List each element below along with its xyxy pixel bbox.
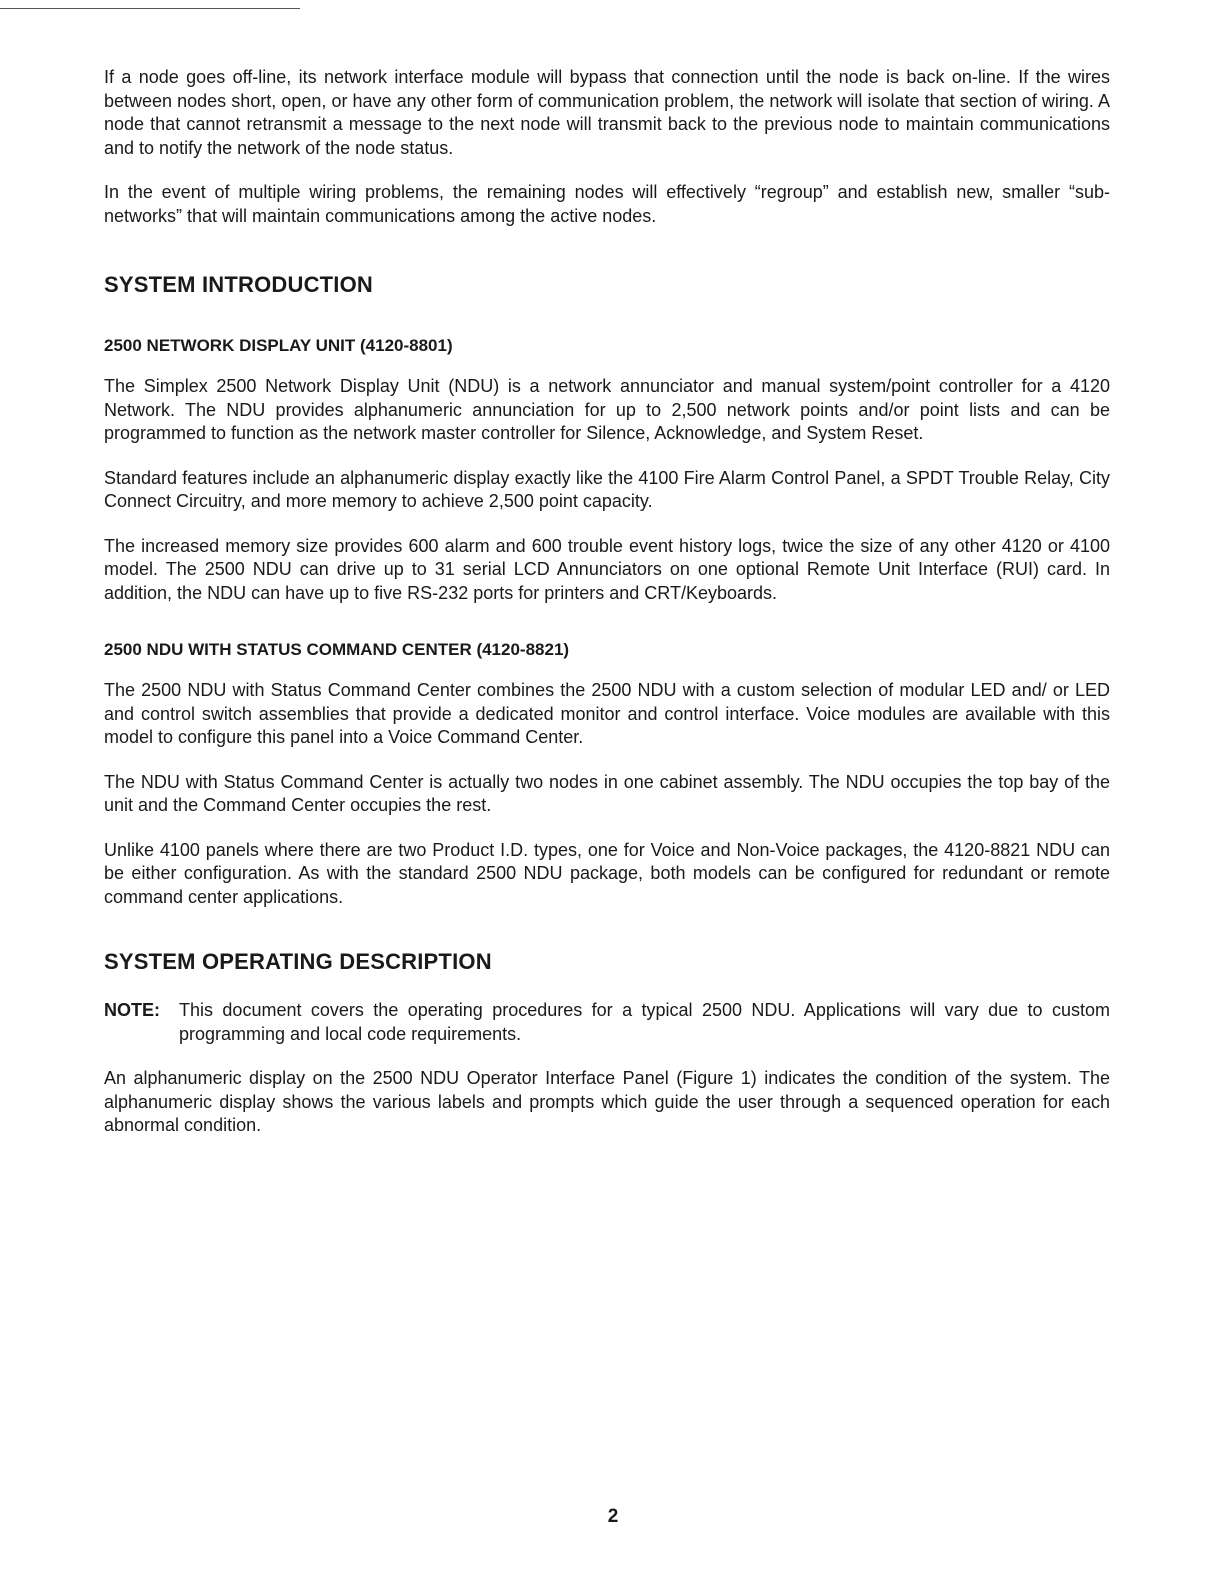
intro-paragraph-1: If a node goes off-line, its network interface module will bypass that connection until the node is back on-line. If the wires between nodes short, open, or have any other form of communication problem, the network will isolate that section of wiring. A node that cannot retransmit a message to the next node will transmit back to the previous node to maintain communications and to notify the network of the node status. [104, 67, 1110, 158]
page-number: 2 [607, 1506, 619, 1527]
ndu-paragraph-1: The Simplex 2500 Network Display Unit (NDU) is a network annunciator and manual system/point controller for a 4120 Network. The NDU provides alphanumeric annunciation for up to 2,500 network points and/or point lists and can be programmed to function as the network master controller for Silence, Acknowledge, and System Reset. [104, 376, 1110, 443]
ndu-scc-paragraph-1: The 2500 NDU with Status Command Center combines the 2500 NDU with a custom selection of modular LED and/ or LED and control switch assemblies that provide a dedicated monitor and control interface. Voice modules are available with this model to configure this panel into a Voice Command Center. [104, 680, 1110, 747]
note-text: This document covers the operating procedures for a typical 2500 NDU. Applications will vary due to custom programming and local code requirements. [179, 1000, 1110, 1044]
intro-paragraph-2: In the event of multiple wiring problems, the remaining nodes will effectively “regroup” and establish new, smaller “sub-networks” that will maintain communications among the active nodes. [104, 182, 1110, 226]
ndu-paragraph-2: Standard features include an alphanumeric display exactly like the 4100 Fire Alarm Control Panel, a SPDT Trouble Relay, City Connect Circuitry, and more memory to achieve 2,500 point capacity. [104, 467, 1110, 511]
ndu-scc-paragraph-3: Unlike 4100 panels where there are two Product I.D. types, one for Voice and Non-Voice packages, the 4120-8821 NDU can be either configuration. As with the standard 2500 NDU package, both models can be configured for redundant or remote command center applications. [104, 839, 1110, 907]
ndu-scc-paragraph-2: The NDU with Status Command Center is actually two nodes in one cabinet assembly. The NDU occupies the top bay of the unit and the Command Center occupies the rest. [104, 771, 1110, 815]
system-introduction-heading: SYSTEM INTRODUCTION [104, 272, 374, 297]
top-rule [0, 8, 300, 9]
ndu-subheading: 2500 NETWORK DISPLAY UNIT (4120-8801) [104, 336, 453, 355]
ndu-scc-subheading: 2500 NDU WITH STATUS COMMAND CENTER (4120-8821) [104, 640, 570, 659]
note-label: NOTE: [104, 1000, 160, 1020]
note-block [104, 999, 1110, 1046]
system-operating-heading: SYSTEM OPERATING DESCRIPTION [104, 949, 492, 974]
ndu-paragraph-3: The increased memory size provides 600 alarm and 600 trouble event history logs, twice the size of any other 4120 or 4100 model. The 2500 NDU can drive up to 31 serial LCD Annunciators on one optional Remote Unit Interface (RUI) card. In addition, the NDU can have up to five RS-232 ports for printers and CRT/Keyboards. [104, 535, 1110, 603]
operating-paragraph-1: An alphanumeric display on the 2500 NDU Operator Interface Panel (Figure 1) indicates the condition of the system. The alphanumeric display shows the various labels and prompts which guide the user through a sequenced operation for each abnormal condition. [104, 1068, 1110, 1135]
document-body [104, 66, 1110, 1159]
